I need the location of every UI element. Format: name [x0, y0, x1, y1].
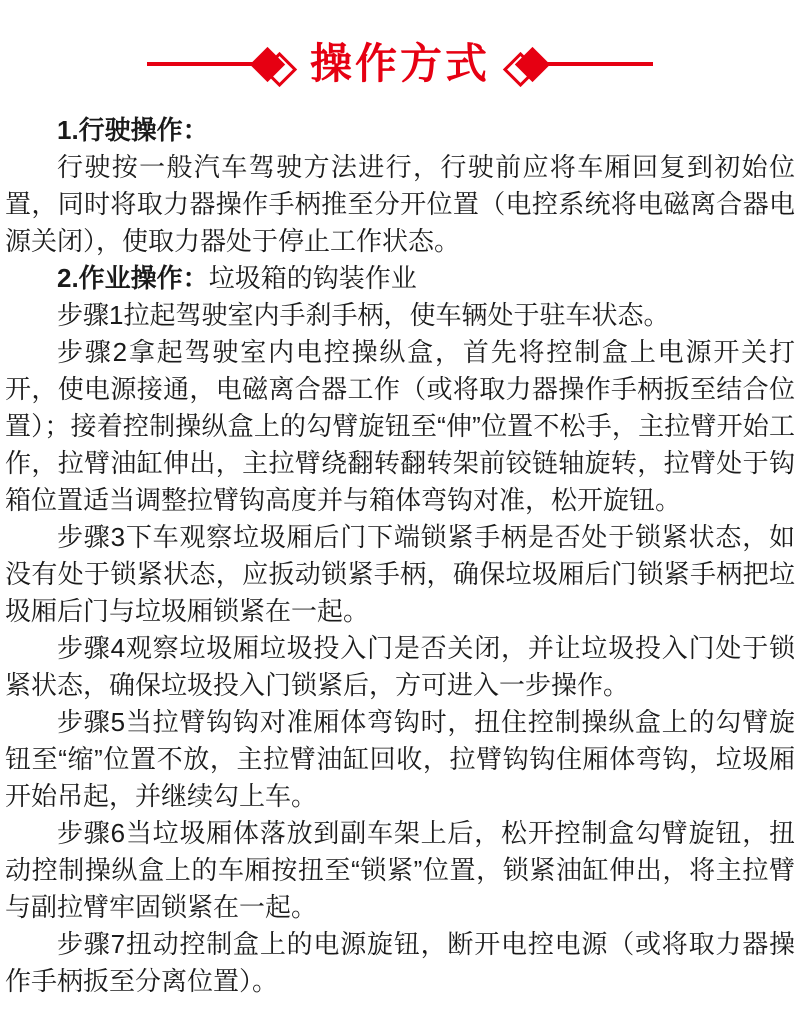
paragraph-step-1	[5, 297, 795, 334]
header-line-right	[545, 62, 653, 66]
paragraph-driving-instructions	[5, 149, 795, 260]
heading-bold-text: 1.行驶操作：	[57, 115, 209, 145]
paragraph-step-3	[5, 519, 795, 630]
heading-bold-text: 2.作业操作：	[57, 263, 209, 293]
heading-work-operation	[5, 260, 795, 297]
document-body	[0, 112, 800, 1000]
heading-driving-operation	[5, 112, 795, 149]
paragraph-step-5	[5, 704, 795, 815]
paragraph-step-4	[5, 630, 795, 704]
paragraph-text: 步骤5当拉臂钩钩对准厢体弯钩时，扭住控制操纵盒上的勾臂旋钮至“缩”位置不放，主拉臂油缸回收，拉臂钩钩住厢体弯钩，垃圾厢开始吊起，并继续勾上车。	[5, 707, 795, 811]
paragraph-text: 步骤2拿起驾驶室内电控操纵盒，首先将控制盒上电源开关打开，使电源接通，电磁离合器工作（或将取力器操作手柄扳至结合位置）；接着控制操纵盒上的勾臂旋钮至“伸”位置不松手，主拉臂开始工作，拉臂油缸伸出，主拉臂绕翻转翻转架前铰链轴旋转，拉臂处于钩箱位置适当调整拉臂钩高度并与箱体弯钩对准，松开旋钮。	[5, 337, 795, 515]
section-header	[0, 34, 800, 94]
paragraph-step-6	[5, 815, 795, 926]
paragraph-step-7	[5, 926, 795, 1000]
heading-rest-text: 垃圾箱的钩装作业	[208, 263, 417, 293]
page-title: 操作方式	[309, 40, 490, 87]
paragraph-step-2	[5, 334, 795, 519]
paragraph-text: 步骤3下车观察垃圾厢后门下端锁紧手柄是否处于锁紧状态，如没有处于锁紧状态，应扳动锁紧手柄，确保垃圾厢后门锁紧手柄把垃圾厢后门与垃圾厢锁紧在一起。	[5, 522, 795, 626]
paragraph-text: 步骤7扭动控制盒上的电源旋钮，断开电控电源（或将取力器操作手柄扳至分离位置）。	[5, 929, 795, 996]
paragraph-text: 步骤4观察垃圾厢垃圾投入门是否关闭，并让垃圾投入门处于锁紧状态，确保垃圾投入门锁紧后，方可进入一步操作。	[5, 633, 795, 700]
paragraph-text: 行驶按一般汽车驾驶方法进行，行驶前应将车厢回复到初始位置，同时将取力器操作手柄推至分开位置（电控系统将电磁离合器电源关闭），使取力器处于停止工作状态。	[5, 152, 795, 256]
header-line-left	[147, 62, 255, 66]
paragraph-text: 步骤1拉起驾驶室内手刹手柄，使车辆处于驻车状态。	[57, 300, 670, 330]
paragraph-text: 步骤6当垃圾厢体落放到副车架上后，松开控制盒勾臂旋钮，扭动控制操纵盒上的车厢按扭至“锁紧”位置，锁紧油缸伸出，将主拉臂与副拉臂牢固锁紧在一起。	[5, 818, 795, 922]
